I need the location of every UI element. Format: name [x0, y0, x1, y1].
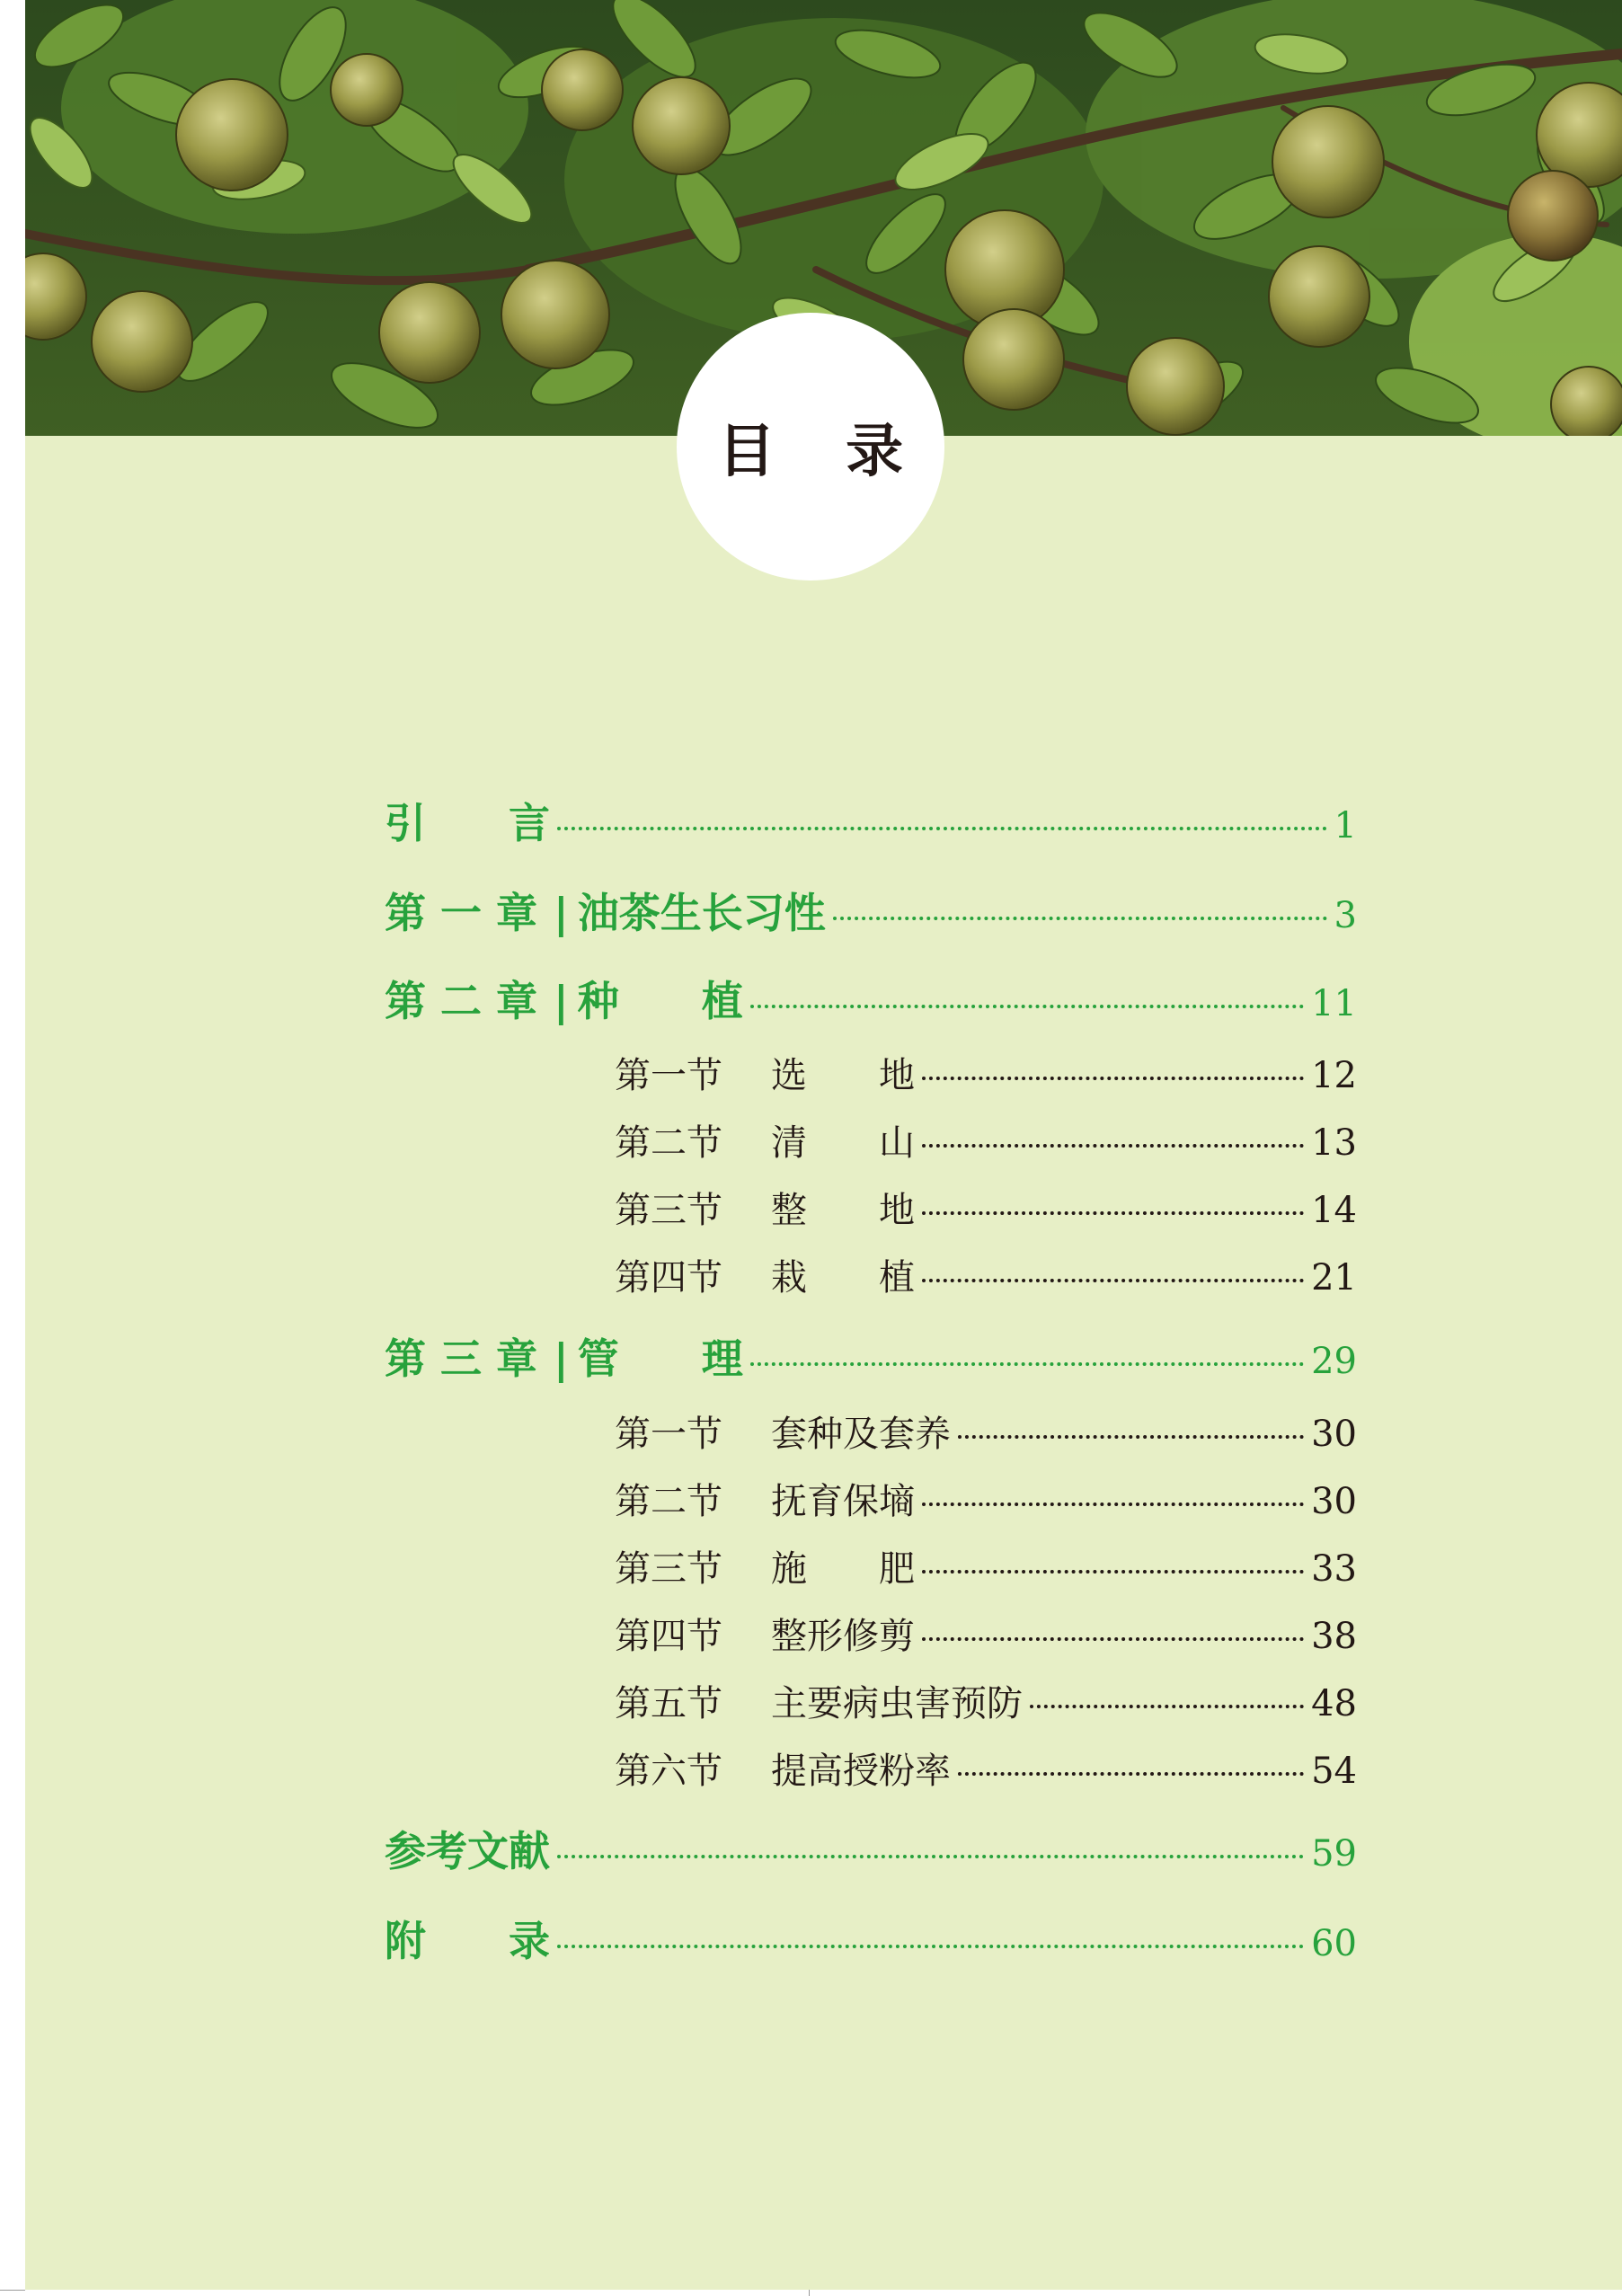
- dot-leader: [557, 827, 1327, 830]
- toc-entry-section[interactable]: [615, 1675, 1357, 1726]
- dot-leader: [750, 1362, 1304, 1366]
- page-number: 3: [1334, 895, 1357, 936]
- dot-leader: [922, 1637, 1304, 1641]
- section-number: 第五节: [615, 1683, 722, 1724]
- dot-leader: [922, 1503, 1304, 1506]
- dot-leader: [922, 1211, 1304, 1215]
- dot-leader: [750, 1005, 1304, 1008]
- section-number: 第二节: [615, 1122, 722, 1164]
- section-number: 第一节: [615, 1414, 722, 1455]
- chapter-label: 第 一 章: [385, 889, 538, 937]
- entry-label: 引 言: [385, 799, 550, 847]
- chapter-separator: |: [554, 1334, 569, 1383]
- dot-leader: [922, 1570, 1304, 1574]
- page-number: 38: [1311, 1616, 1357, 1657]
- section-title: 清 山: [771, 1122, 915, 1164]
- toc-entry-section[interactable]: [615, 1540, 1357, 1591]
- section-title: 整 地: [771, 1190, 915, 1231]
- table-of-contents: [25, 0, 1622, 2290]
- toc-entry-section[interactable]: [615, 1742, 1357, 1794]
- page-number: 54: [1311, 1751, 1357, 1792]
- chapter-separator: |: [554, 889, 569, 937]
- page-number: 59: [1311, 1833, 1357, 1875]
- toc-entry-section[interactable]: [615, 1047, 1357, 1098]
- section-number: 第二节: [615, 1481, 722, 1522]
- page-number: 11: [1311, 983, 1357, 1024]
- chapter-label: 第 二 章: [385, 977, 538, 1025]
- section-title: 栽 植: [771, 1257, 915, 1299]
- toc-entry-intro[interactable]: [385, 791, 1357, 850]
- dot-leader: [958, 1435, 1304, 1439]
- crop-mark: [0, 2290, 25, 2291]
- toc-entry-section[interactable]: [615, 1182, 1357, 1233]
- page-number: 13: [1311, 1122, 1357, 1164]
- toc-entry-chapter-1[interactable]: [385, 881, 1357, 940]
- page-number: 30: [1311, 1481, 1357, 1522]
- crop-mark: [809, 2290, 810, 2296]
- section-title: 套种及套养: [771, 1414, 951, 1455]
- toc-entry-chapter-3[interactable]: [385, 1326, 1357, 1386]
- page-number: 12: [1311, 1055, 1357, 1096]
- page-number: 21: [1311, 1257, 1357, 1299]
- toc-entry-section[interactable]: [615, 1608, 1357, 1659]
- toc-entry-section[interactable]: [615, 1249, 1357, 1300]
- section-title: 整形修剪: [771, 1616, 915, 1657]
- chapter-separator: |: [554, 977, 569, 1025]
- page-number: 1: [1334, 805, 1357, 847]
- toc-page: [25, 0, 1622, 2290]
- page-number: 48: [1311, 1683, 1357, 1724]
- section-title: 主要病虫害预防: [771, 1683, 1023, 1724]
- dot-leader: [922, 1077, 1304, 1080]
- page-number: 60: [1311, 1923, 1357, 1964]
- dot-leader: [557, 1945, 1304, 1948]
- toc-entry-chapter-2[interactable]: [385, 969, 1357, 1028]
- chapter-label: 第 三 章: [385, 1334, 538, 1383]
- chapter-title: 种 植: [577, 977, 743, 1025]
- page-number: 30: [1311, 1414, 1357, 1455]
- section-title: 施 肥: [771, 1548, 915, 1590]
- section-number: 第四节: [615, 1616, 722, 1657]
- dot-leader: [1030, 1705, 1304, 1708]
- toc-entry-appendix[interactable]: [385, 1909, 1357, 1968]
- chapter-title: 油茶生长习性: [577, 889, 826, 937]
- section-number: 第三节: [615, 1190, 722, 1231]
- section-number: 第一节: [615, 1055, 722, 1096]
- section-number: 第四节: [615, 1257, 722, 1299]
- dot-leader: [922, 1144, 1304, 1148]
- dot-leader: [922, 1279, 1304, 1282]
- toc-entry-references[interactable]: [385, 1819, 1357, 1878]
- toc-entry-section[interactable]: [615, 1114, 1357, 1166]
- chapter-title: 管 理: [577, 1334, 743, 1383]
- page-number: 14: [1311, 1190, 1357, 1231]
- dot-leader: [958, 1772, 1304, 1776]
- page-number: 33: [1311, 1548, 1357, 1590]
- page-title: 目 录: [717, 418, 929, 485]
- dot-leader: [833, 917, 1327, 920]
- page-number: 29: [1311, 1341, 1357, 1382]
- section-title: 选 地: [771, 1055, 915, 1096]
- section-number: 第六节: [615, 1751, 722, 1792]
- section-number: 第三节: [615, 1548, 722, 1590]
- entry-label: 参考文献: [385, 1827, 550, 1875]
- toc-entry-section[interactable]: [615, 1473, 1357, 1524]
- dot-leader: [557, 1855, 1304, 1858]
- toc-entry-section[interactable]: [615, 1405, 1357, 1457]
- section-title: 提高授粉率: [771, 1751, 951, 1792]
- entry-label: 附 录: [385, 1917, 550, 1965]
- section-title: 抚育保墒: [771, 1481, 915, 1522]
